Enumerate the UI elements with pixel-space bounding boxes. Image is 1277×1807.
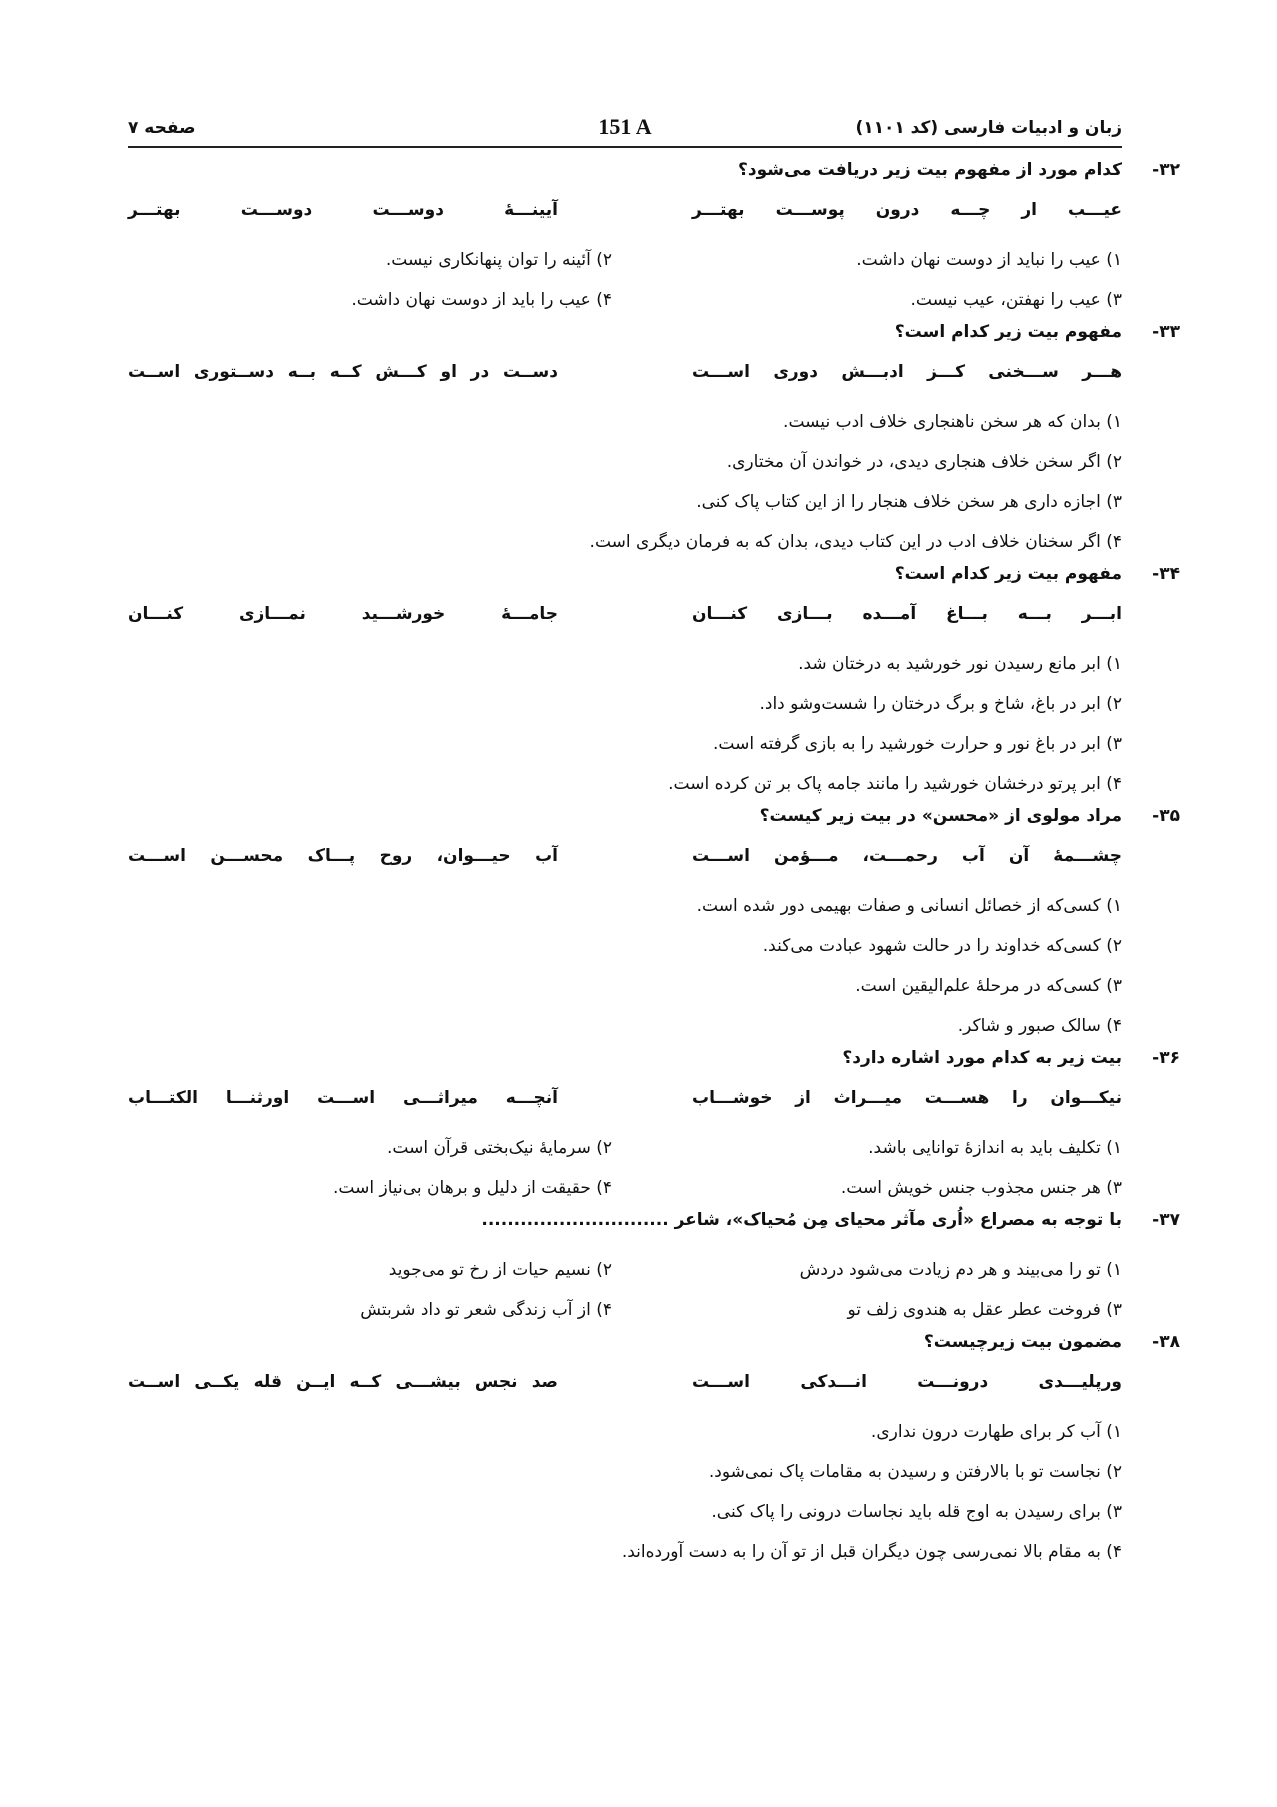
verse-first-hemistich: ورپلیـــدی درونـــت انـــدکی اســـت xyxy=(692,1372,1122,1392)
option-1[interactable]: ۱) آب کر برای طهارت درون نداری. xyxy=(870,1422,1122,1442)
option-3[interactable]: ۳) اجازه داری هر سخن خلاف هنجار را از این کتاب پاک کنی. xyxy=(696,492,1122,512)
option-3[interactable]: ۳) ابر در باغ نور و حرارت خورشید را به بازی گرفته است. xyxy=(713,734,1122,754)
question-stem: مفهوم بیت زیر کدام است؟ xyxy=(894,322,1122,342)
questions-area xyxy=(128,160,1180,1574)
option-1[interactable]: ۱) کسی‌که از خصائل انسانی و صفات بهیمی دور شده است. xyxy=(696,896,1122,916)
question-32 xyxy=(128,160,1180,320)
option-2[interactable]: ۲) نجاست تو با بالارفتن و رسیدن به مقامات پاک نمی‌شود. xyxy=(708,1462,1122,1482)
option-2[interactable]: ۲) ابر در باغ، شاخ و برگ درختان را شست‌وشو داد. xyxy=(759,694,1122,714)
question-34 xyxy=(128,564,1180,804)
question-number: ۳۴- xyxy=(1152,564,1180,584)
question-stem: مفهوم بیت زیر کدام است؟ xyxy=(894,564,1122,584)
option-1[interactable]: ۱) عیب را نباید از دوست نهان داشت. xyxy=(856,250,1122,270)
option-4[interactable]: ۴) عیب را باید از دوست نهان داشت. xyxy=(351,290,612,310)
question-stem: مضمون بیت زیرچیست؟ xyxy=(923,1332,1122,1352)
option-2[interactable]: ۲) آئینه را توان پنهانکاری نیست. xyxy=(385,250,612,270)
verse-second-hemistich: آنچـــه میراثـــی اســـت اورثنـــا الکتـــاب xyxy=(128,1088,558,1108)
question-37 xyxy=(128,1210,1180,1330)
option-3[interactable]: ۳) عیب را نهفتن، عیب نیست. xyxy=(910,290,1122,310)
option-1[interactable]: ۱) ابر مانع رسیدن نور خورشید به درختان شد. xyxy=(798,654,1122,674)
option-3[interactable]: ۳) هر جنس مجذوب جنس خویش است. xyxy=(840,1178,1122,1198)
verse-first-hemistich: عیـــب ار چـــه درون پوســـت بهتـــر xyxy=(692,200,1122,220)
question-stem: با توجه به مصراع «اُری مآثر محیای مِن مُحیاک»، شاعر ............................. xyxy=(481,1210,1122,1230)
verse xyxy=(128,200,1122,240)
option-2[interactable]: ۲) نسیم حیات از رخ تو می‌جوید xyxy=(388,1260,612,1280)
verse-first-hemistich: هـــر ســـخنی کـــز ادبـــش دوری اســـت xyxy=(692,362,1122,382)
question-stem: بیت زیر به کدام مورد اشاره دارد؟ xyxy=(842,1048,1122,1068)
option-2[interactable]: ۲) سرمایهٔ نیک‌بختی قرآن است. xyxy=(386,1138,612,1158)
verse xyxy=(128,362,1122,402)
option-4[interactable]: ۴) از آب زندگی شعر تو داد شربتش xyxy=(360,1300,612,1320)
verse-first-hemistich: نیکـــوان را هســـت میـــراث از خوشـــاب xyxy=(692,1088,1122,1108)
question-36 xyxy=(128,1048,1180,1208)
option-1[interactable]: ۱) تو را می‌بیند و هر دم زیادت می‌شود دردش xyxy=(799,1260,1122,1280)
question-number: ۳۲- xyxy=(1152,160,1180,180)
verse xyxy=(128,1372,1122,1412)
question-number: ۳۷- xyxy=(1152,1210,1180,1230)
verse-second-hemistich: دســت در او کـــش کــه بــه دســتوری اســت xyxy=(128,362,558,382)
question-stem: کدام مورد از مفهوم بیت زیر دریافت می‌شود؟ xyxy=(738,160,1122,180)
option-3[interactable]: ۳) کسی‌که در مرحلهٔ علم‌الیقین است. xyxy=(855,976,1122,996)
option-4[interactable]: ۴) ابر پرتو درخشان خورشید را مانند جامه پاک بر تن کرده است. xyxy=(668,774,1122,794)
booklet-code: 151 A xyxy=(598,114,652,139)
question-stem: مراد مولوی از «محسن» در بیت زیر کیست؟ xyxy=(759,806,1122,826)
page-number: صفحه ۷ xyxy=(128,118,196,138)
option-2[interactable]: ۲) کسی‌که خداوند را در حالت شهود عبادت می‌کند. xyxy=(762,936,1122,956)
verse xyxy=(128,604,1122,644)
option-4[interactable]: ۴) به مقام بالا نمی‌رسی چون دیگران قبل از تو آن را به دست آورده‌اند. xyxy=(621,1542,1122,1562)
option-4[interactable]: ۴) اگر سخنان خلاف ادب در این کتاب دیدی، بدان که به فرمان دیگری است. xyxy=(589,532,1122,552)
option-4[interactable]: ۴) سالک صبور و شاکر. xyxy=(957,1016,1122,1036)
verse-first-hemistich: ابـــر بـــه بـــاغ آمـــده بـــازی کنـــان xyxy=(692,604,1122,624)
option-3[interactable]: ۳) برای رسیدن به اوج قله باید نجاسات درونی را پاک کنی. xyxy=(711,1502,1122,1522)
verse xyxy=(128,1088,1122,1128)
question-38 xyxy=(128,1332,1180,1572)
verse-second-hemistich: صد نجس بیشـــی کــه ایــن قله یکــی اســت xyxy=(128,1372,558,1392)
page-header xyxy=(128,112,1122,148)
option-1[interactable]: ۱) بدان که هر سخن ناهنجاری خلاف ادب نیست. xyxy=(783,412,1122,432)
option-4[interactable]: ۴) حقیقت از دلیل و برهان بی‌نیاز است. xyxy=(333,1178,612,1198)
option-3[interactable]: ۳) فروخت عطر عقل به هندوی زلف تو xyxy=(847,1300,1122,1320)
question-number: ۳۸- xyxy=(1152,1332,1180,1352)
question-number: ۳۳- xyxy=(1152,322,1180,342)
question-number: ۳۶- xyxy=(1152,1048,1180,1068)
verse-first-hemistich: چشـــمهٔ آن آب رحمـــت، مـــؤمن اســـت xyxy=(692,846,1122,866)
verse-second-hemistich: آیینـــهٔ دوســـت دوســـت بهتـــر xyxy=(128,200,558,220)
verse-second-hemistich: آب حیـــوان، روح پـــاک محســـن اســـت xyxy=(128,846,558,866)
option-2[interactable]: ۲) اگر سخن خلاف هنجاری دیدی، در خواندن آن مختاری. xyxy=(726,452,1122,472)
option-1[interactable]: ۱) تکلیف باید به اندازهٔ توانایی باشد. xyxy=(868,1138,1122,1158)
question-number: ۳۵- xyxy=(1152,806,1180,826)
question-33 xyxy=(128,322,1180,562)
question-35 xyxy=(128,806,1180,1046)
verse-second-hemistich: جامـــهٔ خورشـــید نمـــازی کنـــان xyxy=(128,604,558,624)
subject-title: زبان و ادبیات فارسی (کد ۱۱۰۱) xyxy=(855,118,1122,138)
verse xyxy=(128,846,1122,886)
